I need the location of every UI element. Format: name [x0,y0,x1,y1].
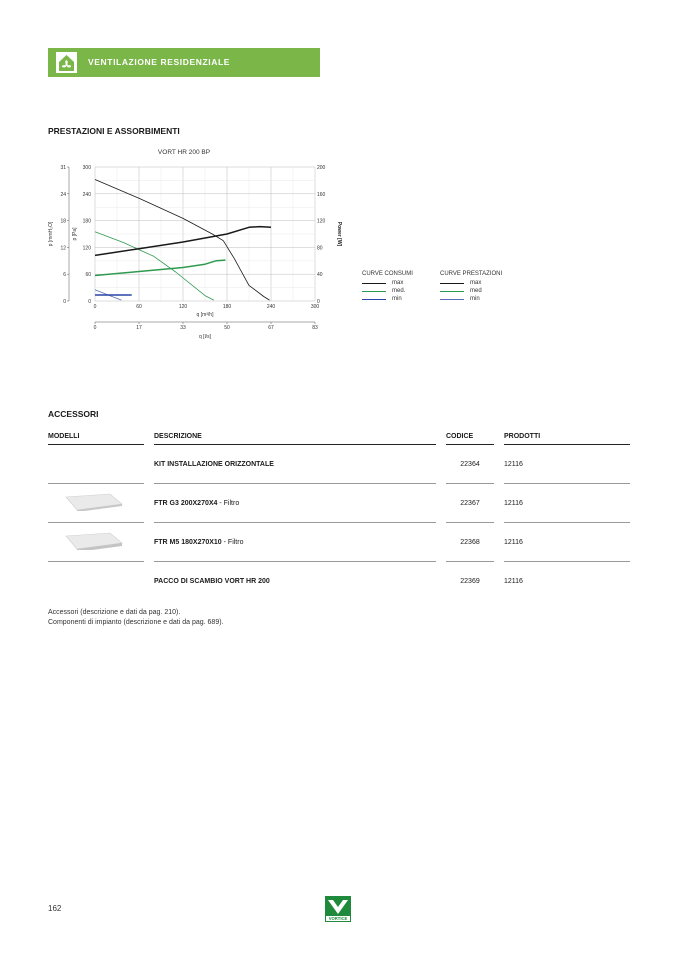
table-row [48,523,630,562]
legend-performance [440,271,520,311]
tick-label-x: 0 [93,304,97,310]
chart-svg [48,145,348,345]
section-banner [48,48,320,77]
tick-label-y-outer: 0 [63,299,66,305]
legend-consumption [362,271,432,311]
tick-label-x: 240 [266,304,276,310]
tick-label-x2: 67 [268,325,274,331]
tick-label-y-right: 40 [317,272,323,279]
notes [48,608,224,628]
legend-swatch-max [440,283,464,284]
table-header-row [48,428,630,445]
col-gap [144,523,154,562]
note-accessories: Accessori (descrizione e dati da pag. 210). [48,609,181,616]
table-row [48,445,630,484]
vortice-logo [325,896,351,922]
legend-swatch-min [440,299,464,300]
tick-label-y-inner: 0 [88,299,91,305]
series-line-consumption-med [95,260,226,275]
tick-label-y-right: 0 [317,299,320,305]
filter-image [62,493,124,511]
model-cell [48,562,144,601]
accessory-name: FTR G3 200X270X4 [154,499,218,507]
tick-label-y-inner: 120 [82,245,91,252]
col-gap [494,445,504,484]
col-header-description: DESCRIZIONE [154,428,436,445]
chart-title: VORT HR 200 BP [157,149,211,156]
tick-label-y-inner: 300 [82,165,91,171]
banner-title: VENTILAZIONE RESIDENZIALE [88,57,231,67]
accessories-title: ACCESSORI [48,409,99,419]
table-row [48,484,630,523]
col-gap [436,562,446,601]
y-axis-label-inner: p [Pa] [72,227,78,241]
legend-swatch-min [362,299,386,300]
code-cell: 22367 [446,484,494,523]
product-cell: 12116 [504,577,523,585]
tick-label-x2: 33 [180,325,186,331]
tick-label-y-right: 80 [317,245,323,252]
tick-label-y-outer: 18 [60,218,66,225]
tick-label-y-outer: 12 [60,245,66,252]
product-cell: 12116 [504,523,630,562]
tick-label-y-outer: 6 [63,272,66,279]
house-fan-icon [56,52,77,73]
code-cell: 22368 [446,523,494,562]
legend-label: med. [392,288,406,294]
tick-label-x: 60 [136,304,142,310]
legend-label: max [470,280,482,286]
accessory-type: - Filtro [221,538,244,546]
performance-chart [48,145,348,345]
tick-label-y-right: 160 [317,191,326,198]
col-gap [436,428,446,445]
accessory-type: - Filtro [217,499,240,507]
tick-label-y-outer: 31 [60,165,66,171]
legend-label: med [470,288,482,294]
col-gap [436,484,446,523]
tick-label-x: 180 [222,304,232,310]
performance-title: PRESTAZIONI E ASSORBIMENTI [48,126,180,136]
page-number: 162 [48,904,62,913]
product-cell: 12116 [504,484,630,523]
legend-swatch-max [362,283,386,284]
col-header-code: CODICE [446,428,494,445]
tick-label-x: 300 [310,304,320,310]
logo-text: VORTICE [328,916,348,922]
filter-image [62,532,124,550]
tick-label-x: 120 [178,304,188,310]
legend-label: min [392,296,402,302]
legend-swatch-med [362,291,386,292]
accessories-table [48,428,630,600]
x-axis-label: q [m³/h] [196,312,214,318]
col-gap [436,523,446,562]
code-cell: 22369 [460,577,480,585]
col-gap [494,484,504,523]
tick-label-y-right: 200 [317,165,326,171]
model-cell [48,484,144,523]
tick-label-y-inner: 60 [85,272,91,279]
tick-label-y-inner: 240 [82,191,91,198]
accessory-name: KIT INSTALLAZIONE ORIZZONTALE [154,460,274,468]
legend-consumption-title: CURVE CONSUMI [362,271,413,277]
accessory-name: FTR M5 180X270X10 [154,538,222,546]
model-cell [48,445,144,484]
col-gap [144,428,154,445]
table-row [48,562,630,601]
col-gap [494,523,504,562]
description-cell [154,562,436,601]
tick-label-y-inner: 180 [82,218,91,225]
tick-label-x2: 50 [224,325,230,331]
col-gap [144,445,154,484]
col-header-models: MODELLI [48,428,144,445]
tick-label-y-right: 120 [317,218,326,225]
description-cell [154,523,436,562]
col-header-products: PRODOTTI [504,428,630,445]
col-gap [144,562,154,601]
accessory-name: PACCO DI SCAMBIO VORT HR 200 [154,577,270,585]
col-gap [436,445,446,484]
model-cell [48,523,144,562]
col-gap [144,484,154,523]
series-line-performance-max [95,180,270,301]
tick-label-x2: 83 [312,325,318,331]
description-cell [154,484,436,523]
description-cell [154,445,436,484]
col-gap [494,562,504,601]
legend-label: min [470,296,480,302]
y-axis-label-outer: p [mmH₂O] [48,221,54,247]
legend-swatch-med [440,291,464,292]
tick-label-x2: 17 [136,325,142,331]
note-components: Componenti di impianto (descrizione e dati da pag. 689). [48,619,224,626]
legend-label: max [392,280,404,286]
tick-label-y-outer: 24 [60,191,66,198]
x2-axis-label: q [l/s] [199,334,211,340]
tick-label-x2: 0 [93,325,97,331]
col-gap [494,428,504,445]
y-axis-label-right: Power [W] [336,221,342,247]
legend-performance-title: CURVE PRESTAZIONI [440,271,503,277]
product-cell: 12116 [504,445,630,484]
code-cell: 22364 [446,445,494,484]
